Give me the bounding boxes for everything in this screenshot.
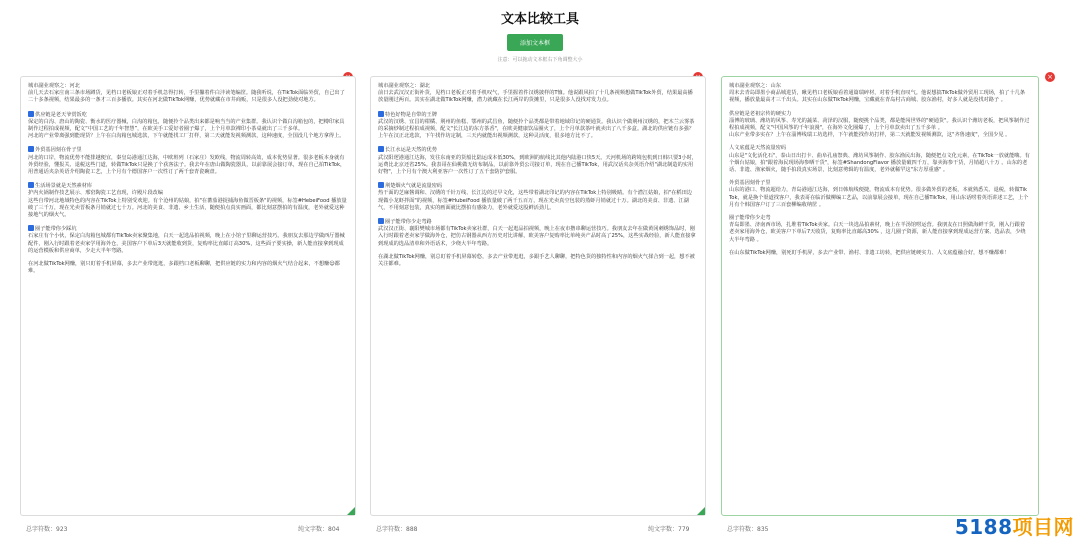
panel-intro: 城市副业观察之：山东 周末去青岛即墨小商品城进货，瞅见档口老板娘看着通篇瑞碎材，对着手机直叹气。他说想搞TikTok做外贸用工现场，拍了十几条视频，播放量最高才三千出头。其实在山东做TikTok网赚，宝藏就在青岛村古商城、胶东渔村，好多人就是没找对路子 。 <box>729 83 1026 104</box>
section-body: 山东的港口、物流超给力，青岛港通江达海，到日韩航线便捷，物流成本有优势。很多做外贸的老板，本就熟悉关、退税，转做TikTok，就是换个渠道找客户，我表哥在临沂做柳编工艺品，以前靠展会接单，现在自己播TikTok，用山东话唠着英语讲述工艺，上个月有个韩国客户订了三百套柳编收纳筐 。 <box>729 187 1029 208</box>
section-body: 在山东做TikTok网赚，别死盯手机屏，多去产业带、渔村、非遗工坊转，把供应链硬实力、人文底蕴融合好，想不赚都难！ <box>729 249 1010 256</box>
pure-char-count: 纯文字数：779 <box>648 526 690 533</box>
total-char-count: 总字符数：923 <box>26 526 68 533</box>
text-panel-1[interactable] <box>20 76 356 516</box>
panel-intro: 城市副业观察之：河北 前几天去石家庄南三条市场蹲货，见档口老板娘正对着手机急得打转，手里攥着件白沣读笔编筐。随我听说，在TikTok面临外贸，自己出了二十多条视频，结果最多的一条才三百多播放。其实在河北做TikTok网赚，优势就藏在市井商贩，只是很多人没把劲使对地方。 <box>28 83 345 104</box>
section-title: 长江水运是天然的优势 <box>378 146 697 154</box>
total-char-count: 总字符数：835 <box>727 526 769 533</box>
section-title: 人文底蕴是天然流量密码 <box>729 145 787 152</box>
section-title: 外贸基因刻骨子里 <box>729 180 771 187</box>
section-title: 特色好物是自带的王牌 <box>378 111 697 119</box>
number-icon <box>378 111 384 117</box>
panel-intro: 城市副业观察之：湖北 前日去武汉汉正街补货，见档口老板正对着手机叹气，手里握着件汉绣披样的T恤。他说跟风拍了十几条视频想做TikTok外贸，结果最高播放量刚过两百。其实在湖北做TikTok网赚，潜力就藏在长江两岸的货摊里，只是很多人没找对发力点。 <box>378 83 693 104</box>
section-title: 圈子能带你少踩坑 <box>28 225 347 233</box>
number-icon <box>378 146 384 152</box>
resize-hint: 注意：可以拖动文本框右下角调整大小 <box>497 57 583 63</box>
close-icon[interactable]: × <box>1045 72 1055 82</box>
section-title: 生活场景就是天然素材库 <box>28 182 347 190</box>
text-panel-2[interactable] <box>370 76 706 516</box>
text-panel-3[interactable] <box>721 76 1039 516</box>
pure-char-count: 纯文字数：804 <box>298 526 340 533</box>
section-title: 供应链是老天爷赏饭吃 <box>28 111 347 119</box>
section-title: 供应链是老祖宗传的硬实力 <box>729 110 792 117</box>
section-title: 外贸基因刻在骨子里 <box>28 146 347 154</box>
section-title: 圈子能带你少走弯 <box>729 215 771 222</box>
section-title: 圈子能带你少走弯路 <box>378 218 697 226</box>
section-body: 武汉汉正街、襄阳樊城市场都有TikTok卖家社群，白天一起逛品拍视频，晚上在夜市撸串聊运营技巧。我朋友去年在做黄冈刺绣饰品时，刚入行时跟着老卖家学做海外仓，把仿古钢器从西方历史对比讲解，欧美客户复购率比单纯卖产品时高了25%，这些实战经验，新人能直接拿到现成的选品清单和外语话术，少绕大半年弯路。 <box>378 226 696 247</box>
number-icon <box>378 182 384 188</box>
add-textbox-button[interactable]: 添加文本框 <box>507 34 563 51</box>
section-body: 在河北做TikTok网赚，别只盯着手机屏幕，多去产业带逛逛，多跟档口老板聊聊，把供应链的实力和内容的烟火气结合起来，不想赚😊都难。 <box>28 261 340 275</box>
section-body: 石家庄有个小伙，保定白沟箱包城都有TikTok卖家聚集地，白天一起选品拍视频，晚上在小馆子里聊运营技巧。我朋友去那边学做西厅器械配件，刚入行时跟着老卖家学用海外仓，美国客户下单后3天就能收到货，复购率比直邮订高30%，这些面子要实操，新人能直接拿到现成的运营模板和供应商单，少走大半年弯路。 <box>28 233 345 254</box>
page-title: 文本比较工具 <box>500 12 579 27</box>
number-icon <box>28 225 34 231</box>
number-icon <box>28 111 34 117</box>
section-body: 淄博的玻璃、潍坊的风筝、寿光的蔬菜、菏泽的汉服，随便挑个品类，都是能闯世界的"硬通货"。我认识个潍坊老板，把风筝制作过程拍成视频，配文"中国风筝的千年浪漫"，在海外文化圈爆了，上个月单款卖出了五千多单 。 山东产业带多实在？上午在淄博线瑞工坊选样，下午就能找作坊打样，第二天就能发视频测款，这"齐鲁速度"，全国少见 。 <box>729 117 1030 139</box>
section-body: 青岛即墨、济南西市场，扎堆着TikTok卖家。白天一块选品拍素材，晚上在羊汤馆唠运营。我朋友在日照做海鲜干货，刚入行跟着老卖家用海外仓，欧美客户下单后7天收货，复购率比直邮高30% ，这几圈子资源，新人能直接拿到现成运营方案、选品表，少绕大半年弯路 。 <box>729 222 1026 243</box>
section-body: 河北的口岸，物流优势不能排越便宜，秦皇岛港通江达海，中欧班列（石家庄）发欧线，物流周转高效，成本优势显著。很多老板本身就有外贸经验，懂报关、退税这些门道，转做TikTok只是换了个获客法子。我去年在唐山做陶瓷器具，以前靠展会接订单，现在自己拍TikTok，用普通话夹杂英语介绍陶瓷工艺，上个月有个德国客户一次性订了两千套青瓷碗盘。 <box>28 154 346 176</box>
section-body: 热干面的芝麻酱调和、汉绣的千针万线、长江边的过早文化，这些带着湖北印记的内容在TikTok上特别吸睛。有个潜江姑娘，拍"在稻田边现做小龙虾拌面"的视频，标签#HubeiFood 播放量破了两千五百万，现在光卖真空包装的蒸虾月销就过十万。湖北的美食、非遗、江湖气，不用刻意包装，真实的画面就比摆拍有感染力，老外就爱这股鲜活劲儿。 <box>378 190 692 211</box>
section-body: 在湖北做TikTok网赚，别总盯着手机屏幕转悠，多去产业带逛逛，多跟手艺人聊聊，把特色货的独特性和内容的烟火气揉合到一起，想不被关注都难。 <box>378 253 695 268</box>
section-body: 保定的白沟、唐山的陶瓷、衡水的医疗器械，白沟的箱包，随便拎个品类出来都是响当当的产业集群。我认识个做白沟箱包的，把樽印家具制作过程拍成视频，配文“中国工艺的千年智慧”，在欧美手工爱好者圈子爆了，上个月单款裸印小茶桌就出了三千多单。 河北的产业带离强到能现货？上午在白沟箱包城选款，下午就能找工厂打样，第二天就能发视频测款，这种速度，全国没几个地方拿得上。 <box>28 118 345 140</box>
number-icon <box>28 146 34 152</box>
total-char-count: 总字符数：888 <box>376 526 418 533</box>
number-icon <box>28 182 34 188</box>
section-body: 山东是"文化活化石"，泰山日出打卡、曲阜孔庙祭典、潍坊风筝制作、胶东渔民出海，随便把点文化元素，在TikTok一放就能嗨。有个烟台姑娘，拍"跟着海民现场海参晒干货"，标签#ShandongFlavor 播放量破四千万，靠卖海参干货，月销超八十万 。山东的老话、非遗、渔家烟火，随手拍段真实场景，比刻意剪辑的有温度，老外就稀罕这"东方厚重感" 。 <box>729 152 1030 174</box>
section-title: 荆楚烟火气就是流量密码 <box>378 182 697 190</box>
section-body: 武汉的汉绣、宜昌的柑橘、荆州的鱼糕、鄂州的武昌鱼，随便拎个品类都是带着地域印记的硬通货。我认识个做荆州汉绣的，把木兰云雾茶的采摘炒制过程拍成视频，配文"长江边的东方茶香"，在欧美健康饮品圈火了，上个月单款茶叶就卖出了八千多盒。湖北的供应链有多强？上午在汉正北选款，下午找作坊定制，三天内就能出视频测款，这种灵活度，很多地方比不了。 <box>378 118 695 140</box>
number-icon <box>378 218 384 224</box>
section-body: 护内火锅制作技艺展示、邢窑陶瓷工艺直现，许殿片段改编 这些自带河北地域特色的内容在TikTok上特别受欢迎。有个沧州的姑娘，拍"在蕃茄港捉捕海鱼做晋板条"的视频，标签#HebeiFood 播放量破了三千万，现在光卖晋板条月销就过七十万。河北的美食、非遗、乡土生活，随便拍点真实画面，都比刻意摆拍的有温度，老外就爱这种接地气的烟火气。 <box>28 190 347 219</box>
watermark-logo: 5188项目网 <box>954 515 1074 539</box>
section-body: 武汉阳逻港通江达海，发往东南亚的货船比陆运成本低30%，到欧洲的航线比其他内陆港口快5天。天河机场的跨境包机到日韩只要3小时，运费比北京还省25%。我表哥在仙桃做无纺布制品，以前靠外贸公司接订单，现在自己播TikTok，用武汉话夹杂英语介绍"湖北制造的实用好物"，上个月有个澳大利亚客户一次性订了五千套防护套服。 <box>378 154 698 176</box>
